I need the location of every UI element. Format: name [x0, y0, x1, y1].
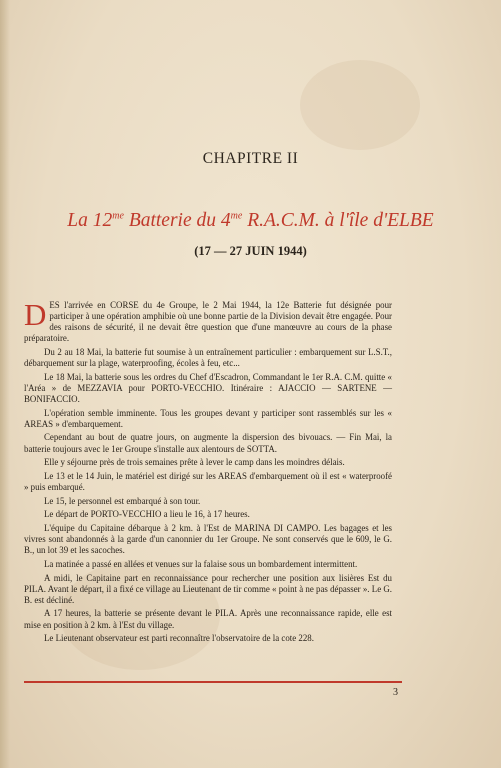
chapter-heading: CHAPITRE II — [202, 150, 299, 167]
paragraph: Du 2 au 18 Mai, la batterie fut soumise à un entraînement particulier : embarquement sur L.S.T., débarquement sur la plage, waterproofing, écoles à feu, etc... — [24, 346, 392, 369]
title-part: Batterie du 4 — [123, 210, 231, 231]
paragraph-text: ES l'arrivée en CORSE du 4e Groupe, le 2 Mai 1944, la 12e Batterie fut désignée pour participer à une opération amphibie où une bonne partie de la Division devait être engagée. Pour des raisons de sécurité, il ne devait être question que d'une manœuvre au cours de la phase préparatoire. — [24, 300, 392, 344]
paragraph: Le Lieutenant observateur est parti reconnaître l'observatoire de la cote 228. — [44, 633, 314, 644]
paragraph: L'opération semble imminente. Tous les groupes devant y participer sont rassemblés sur les « AREAS » d'embarquement. — [24, 407, 392, 429]
drop-cap: D — [24, 297, 47, 332]
title-part: R.A.C.M. à l'île d'ELBE — [242, 210, 434, 231]
title-superscript: me — [230, 210, 243, 222]
paragraph: Le 18 Mai, la batterie sous les ordres du Chef d'Escadron, Commandant le 1er R.A. C.M. quitte « l'Aréa » de MEZZAVIA pour PORTO-VECCHIO. Itinéraire : AJACCIO — SARTENE — BONIFACCIO. — [24, 371, 392, 404]
paragraph: L'équipe du Capitaine débarque à 2 km. à l'Est de MARINA DI CAMPO. Les bagages et les vivres sont abandonnés à la garde d'un canonnier du 1er Groupe. Ne sont conservés que le 609, le G. B., un lot 39 et les sacoches. — [24, 523, 392, 556]
page-edge-shadow — [0, 0, 10, 768]
title-part: La 12 — [67, 210, 113, 231]
paragraph: Le 15, le personnel est embarqué à son tour. — [44, 495, 201, 506]
paragraph: A midi, le Capitaine part en reconnaissance pour rechercher une position aux lisières Est du PILA. Avant le départ, il a fixé ce village au Lieutenant de tir comme « point à ne pas dépasser ». Le G. B. est décliné. — [24, 572, 392, 605]
paragraph: Elle y séjourne près de trois semaines prête à lever le camp dans les moindres délais. — [44, 457, 345, 468]
chapter-dates: (17 — 27 JUIN 1944) — [194, 244, 307, 258]
chapter-title — [0, 210, 501, 232]
paragraph: Le départ de PORTO-VECCHIO a lieu le 16, à 17 heures. — [44, 509, 250, 520]
title-superscript: me — [112, 210, 124, 222]
body-text — [24, 297, 392, 647]
paragraph: A 17 heures, la batterie se présente devant le PILA. Après une reconnaissance rapide, elle est mise en position à 2 km. à l'Est du village. — [24, 608, 392, 630]
paragraph: Cependant au bout de quatre jours, on augmente la dispersion des bivouacs. — Fin Mai, la batterie toujours avec le 1er Groupe s'installe aux alentours de SOTTA. — [24, 432, 392, 454]
footer-rule — [24, 681, 402, 683]
paragraph: Le 13 et le 14 Juin, le matériel est dirigé sur les AREAS d'embarquement où il est « waterproofé » puis embarqué. — [24, 470, 392, 492]
paper-stain — [300, 60, 420, 150]
paragraph: La matinée a passé en allées et venues sur la falaise sous un bombardement intermittent. — [44, 558, 358, 569]
page-number: 3 — [393, 687, 398, 698]
paragraph — [24, 297, 392, 344]
